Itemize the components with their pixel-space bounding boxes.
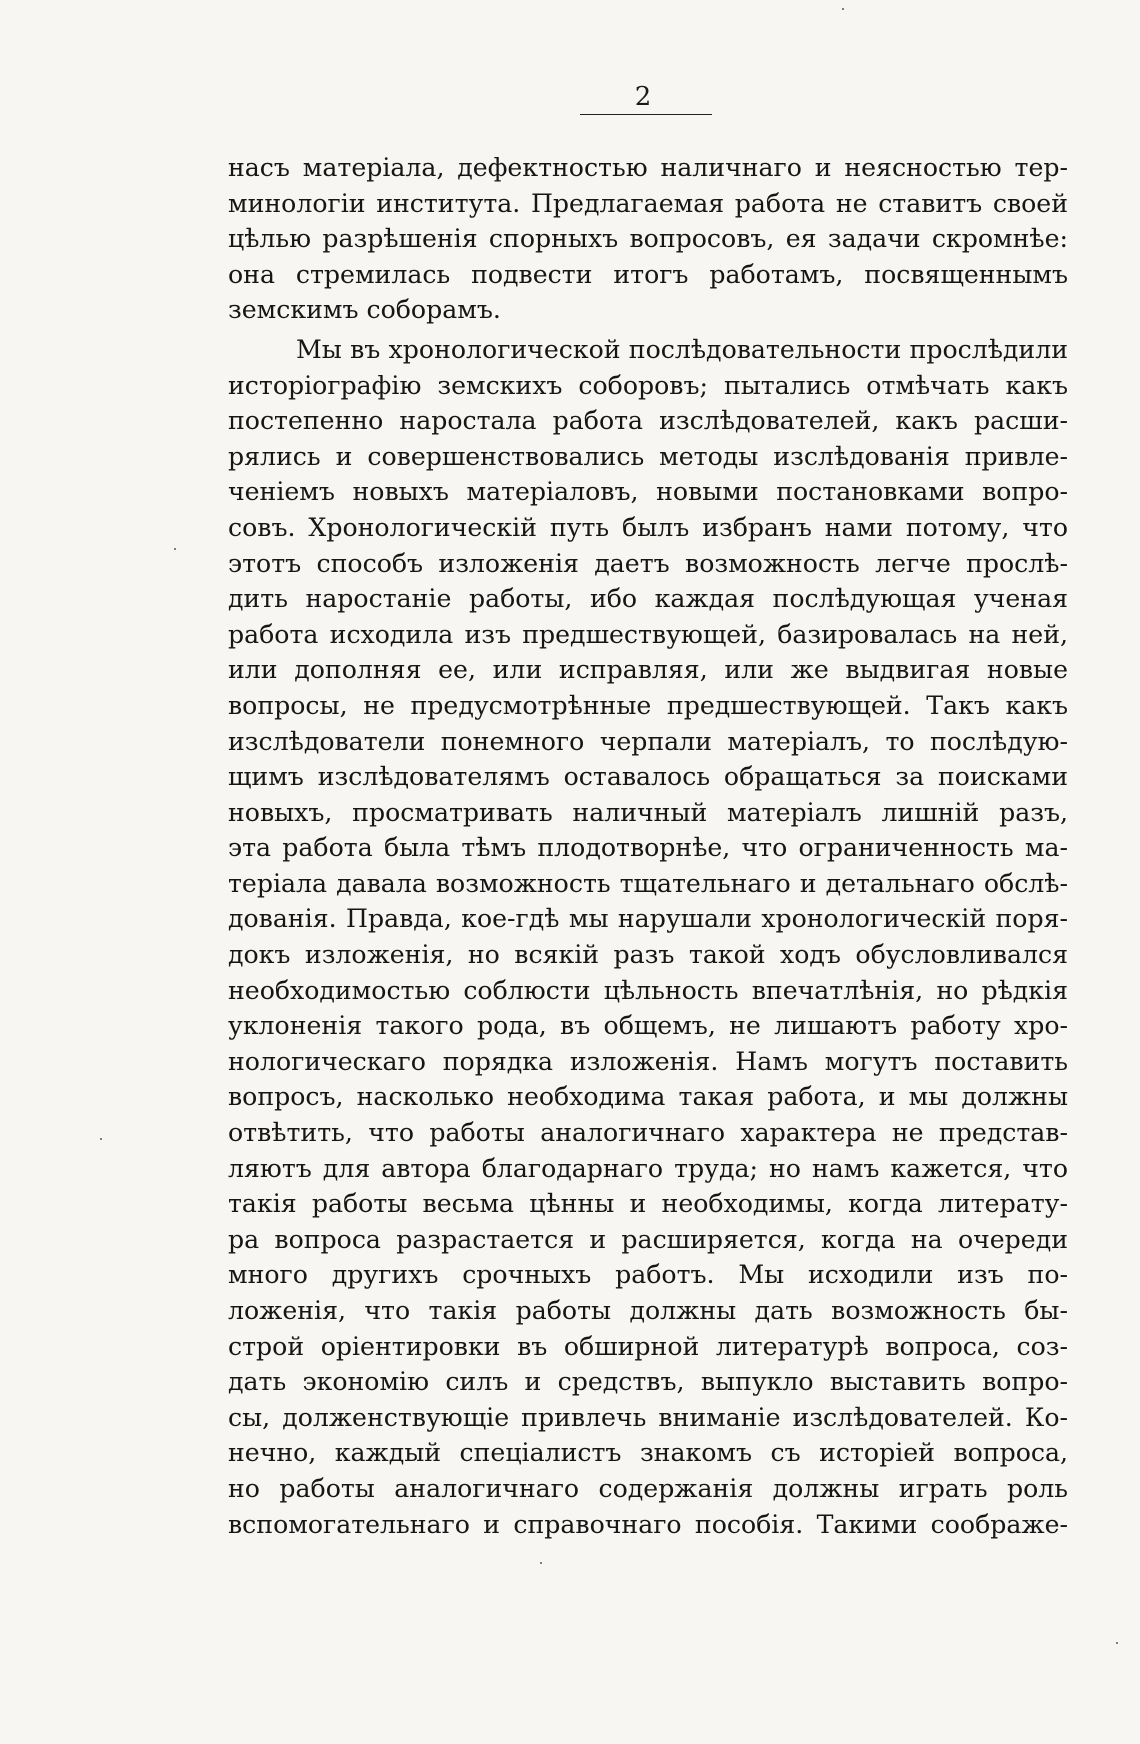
- text-line: работа исходила изъ предшествующей, базировалась на ней,: [228, 619, 1068, 649]
- text-line: вопросъ, насколько необходима такая работа, и мы должны: [228, 1082, 1068, 1112]
- text-line: строй оріентировки въ обширной литературѣ вопроса, соз-: [228, 1331, 1068, 1361]
- text-line: этотъ способъ изложенія даетъ возможность легче прослѣ-: [228, 548, 1068, 578]
- text-line: докъ изложенія, но всякій разъ такой ходъ обусловливался: [228, 940, 1068, 970]
- text-line: такія работы весьма цѣнны и необходимы, когда литерату-: [228, 1189, 1068, 1219]
- text-line: цѣлью разрѣшенія спорныхъ вопросовъ, ея задачи скромнѣе:: [228, 224, 1068, 254]
- text-line: вспомогательнаго и справочнаго пособія. Такими соображе-: [228, 1509, 1068, 1539]
- body-text: [228, 150, 1068, 1542]
- text-line: отвѣтить, что работы аналогичнаго характера не представ-: [228, 1118, 1068, 1148]
- text-line: рялись и совершенствовались методы изслѣдованія привле-: [228, 441, 1068, 471]
- text-line: земскимъ соборамъ.: [228, 295, 501, 325]
- page-number: 2: [634, 82, 652, 112]
- text-line: нечно, каждый спеціалистъ знакомъ съ исторіей вопроса,: [228, 1438, 1068, 1468]
- text-line: или дополняя ее, или исправляя, или же выдвигая новые: [228, 655, 1068, 685]
- text-line: сы, долженствующіе привлечь вниманіе изслѣдователей. Ко-: [228, 1402, 1068, 1432]
- text-line: дованія. Правда, кое-гдѣ мы нарушали хронологическій поря-: [228, 904, 1068, 934]
- text-line: минологіи института. Предлагаемая работа не ставитъ своей: [228, 188, 1068, 218]
- text-line: уклоненія такого рода, въ общемъ, не лишаютъ работу хро-: [228, 1011, 1068, 1041]
- text-line: эта работа была тѣмъ плодотворнѣе, что ограниченность ма-: [228, 833, 1068, 863]
- paragraph-1: [228, 150, 1068, 328]
- scan-speck: [842, 8, 844, 10]
- text-line: много другихъ срочныхъ работъ. Мы исходили изъ по-: [228, 1260, 1068, 1290]
- text-line: нологическаго порядка изложенія. Намъ могутъ поставить: [228, 1046, 1068, 1076]
- text-line: щимъ изслѣдователямъ оставалось обращаться за поисками: [228, 762, 1068, 792]
- scan-speck: [100, 1138, 102, 1140]
- text-line: новыхъ, просматривать наличный матеріалъ лишній разъ,: [228, 797, 1068, 827]
- text-line: она стремилась подвести итогъ работамъ, посвященнымъ: [228, 259, 1068, 289]
- text-line: исторіографію земскихъ соборовъ; пытались отмѣчать какъ: [228, 370, 1068, 400]
- text-line: ра вопроса разрастается и расширяется, когда на очереди: [228, 1224, 1068, 1254]
- text-line: изслѣдователи понемного черпали матеріалъ, то послѣдую-: [228, 726, 1068, 756]
- scan-speck: [1116, 1642, 1118, 1644]
- text-line: вопросы, не предусмотрѣнные предшествующей. Такъ какъ: [228, 690, 1068, 720]
- page-number-rule: [580, 114, 712, 115]
- text-line: Мы въ хронологической послѣдовательности прослѣдили: [296, 334, 1068, 364]
- scan-speck: [174, 548, 176, 550]
- text-line: необходимостью соблюсти цѣльность впечатлѣнія, но рѣдкія: [228, 975, 1068, 1005]
- scan-speck: [540, 1562, 542, 1564]
- paragraph-2: [228, 332, 1068, 1542]
- text-line: постепенно наростала работа изслѣдователей, какъ расши-: [228, 406, 1068, 436]
- text-line: ляютъ для автора благодарнаго труда; но намъ кажется, что: [228, 1153, 1068, 1183]
- text-line: ченіемъ новыхъ матеріаловъ, новыми постановками вопро-: [228, 477, 1068, 507]
- text-line: совъ. Хронологическій путь былъ избранъ нами потому, что: [228, 512, 1068, 542]
- text-line: но работы аналогичнаго содержанія должны играть роль: [228, 1473, 1068, 1503]
- text-line: дать экономію силъ и средствъ, выпукло выставить вопро-: [228, 1367, 1068, 1397]
- text-line: теріала давала возможность тщательнаго и детальнаго обслѣ-: [228, 868, 1068, 898]
- text-line: ложенія, что такія работы должны дать возможность бы-: [228, 1296, 1068, 1325]
- text-line: насъ матеріала, дефектностью наличнаго и неясностью тер-: [228, 153, 1068, 182]
- text-line: дить наростаніе работы, ибо каждая послѣдующая ученая: [228, 584, 1068, 614]
